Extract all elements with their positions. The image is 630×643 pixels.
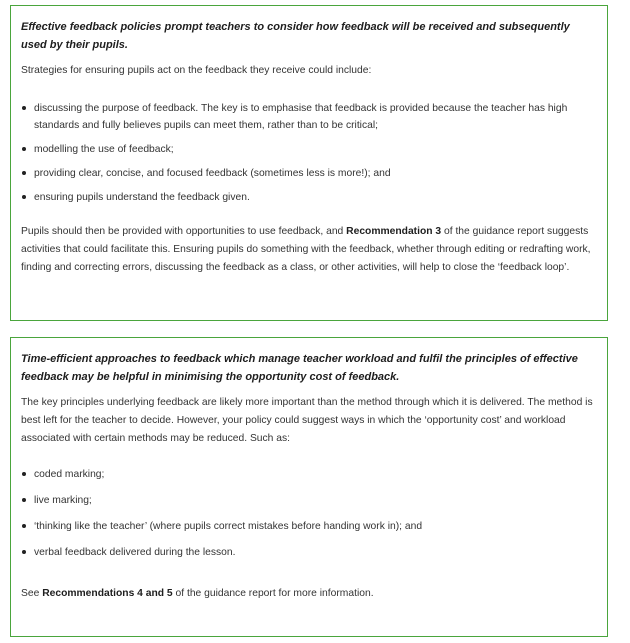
list-item: discussing the purpose of feedback. The key is to emphasise that feedback is provided because the teacher has high standards and fully believes pupils can meet them, rather than to be critical; xyxy=(21,100,597,134)
closing-text xyxy=(21,223,597,277)
closing-text-end: of the guidance report suggests activities that could facilitate this. Ensuring pupils do something with the feedback, whether through editing or redrafting work, finding and correcting errors, discussing the feedback as a class, or other activities, will help to close the ‘feedback loop’. xyxy=(21,226,591,273)
recommendation-reference: Recommendations 4 and 5 xyxy=(42,588,173,599)
list-item: providing clear, concise, and focused feedback (sometimes less is more!); and xyxy=(21,165,597,182)
intro-text: The key principles underlying feedback are likely more important than the method through which it is delivered. The method is best left for the teacher to decide. However, your policy could suggest ways in which the ‘opportunity cost’ and workload associated with certain methods may be reduced. Such as: xyxy=(21,397,593,444)
list-item: ‘thinking like the teacher’ (where pupils correct mistakes before handing work in); and xyxy=(21,518,597,535)
time-efficient-feedback-box xyxy=(10,337,608,637)
list-item: ensuring pupils understand the feedback given. xyxy=(21,189,597,206)
intro-text: Strategies for ensuring pupils act on the feedback they receive could include: xyxy=(21,65,372,76)
strategy-list xyxy=(21,100,597,206)
feedback-policy-box xyxy=(10,5,608,321)
box-heading: Effective feedback policies prompt teachers to consider how feedback will be received and subsequently used by their pupils. xyxy=(21,21,570,51)
closing-text-start: Pupils should then be provided with opportunities to use feedback, and xyxy=(21,226,347,237)
recommendation-reference: Recommendation 3 xyxy=(346,226,442,237)
box-heading: Time-efficient approaches to feedback which manage teacher workload and fulfil the principles of effective feedback may be helpful in minimising the opportunity cost of feedback. xyxy=(21,353,578,383)
closing-text-end: of the guidance report for more information. xyxy=(172,588,374,599)
approach-list xyxy=(21,466,597,561)
closing-text xyxy=(21,585,597,603)
list-item: live marking; xyxy=(21,492,597,509)
list-item: modelling the use of feedback; xyxy=(21,141,597,158)
list-item: verbal feedback delivered during the lesson. xyxy=(21,544,597,561)
closing-text-start: See xyxy=(21,588,43,599)
list-item: coded marking; xyxy=(21,466,597,483)
